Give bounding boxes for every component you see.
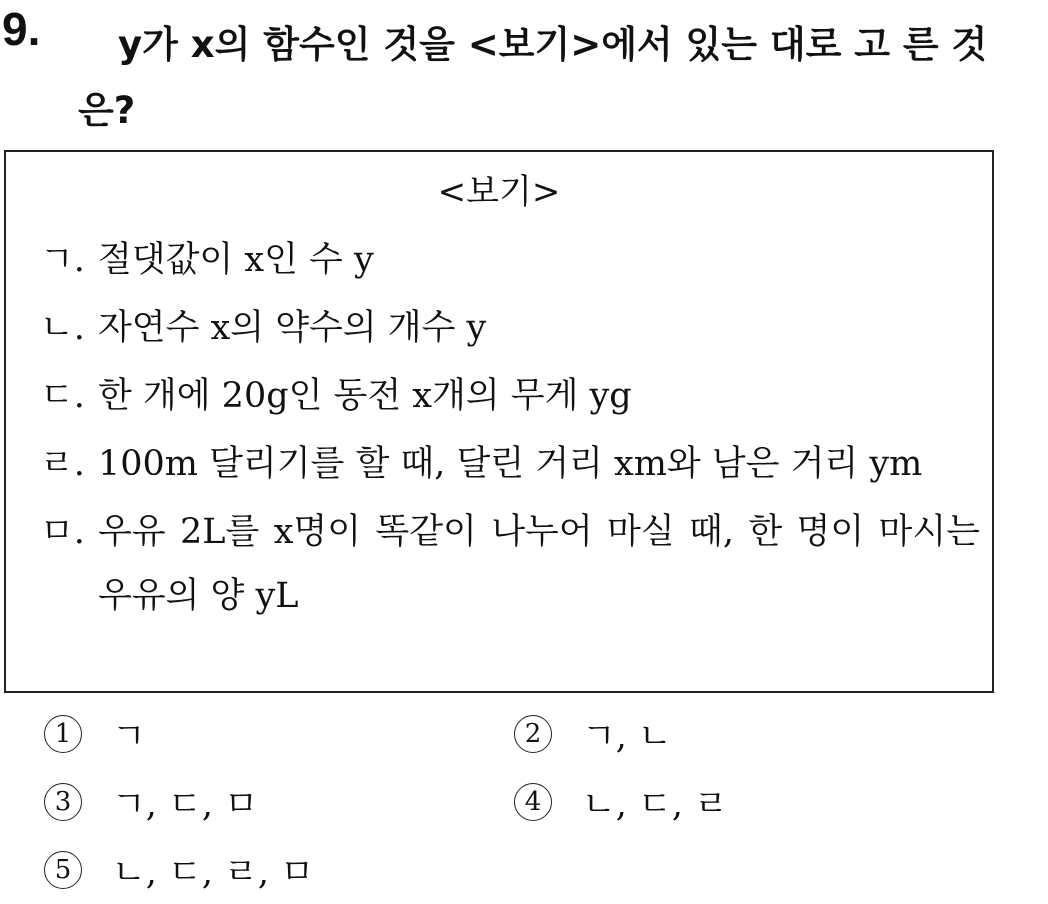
- choice-5[interactable]: [44, 845, 514, 895]
- choice-number-circle: 4: [514, 783, 552, 821]
- bogi-item-text: 절댓값이 x인 수 y: [98, 240, 374, 280]
- question-number: 9.: [2, 3, 41, 55]
- choice-text: ㄴ, ㄷ, ㄹ: [582, 785, 728, 825]
- bogi-box: [4, 150, 994, 693]
- bogi-item: [40, 500, 980, 628]
- bogi-item: [40, 364, 980, 428]
- bogi-items: [40, 228, 980, 632]
- bogi-item-marker: ㅁ.: [40, 512, 85, 552]
- choice-2[interactable]: [514, 709, 984, 759]
- bogi-title: <보기>: [437, 172, 561, 212]
- bogi-item-text: 자연수 x의 약수의 개수 y: [98, 308, 487, 348]
- bogi-item: [40, 432, 980, 496]
- choice-3[interactable]: [44, 777, 514, 827]
- bogi-item-marker: ㄷ.: [40, 376, 85, 416]
- choice-number-circle: 1: [44, 715, 82, 753]
- choice-text: ㄱ, ㄷ, ㅁ: [112, 785, 258, 825]
- choice-number-circle: 3: [44, 783, 82, 821]
- choice-text: ㄱ, ㄴ: [582, 717, 672, 757]
- answer-choices: [44, 700, 1004, 904]
- bogi-item-marker: ㄴ.: [40, 308, 85, 348]
- choice-text: ㄱ: [112, 717, 146, 757]
- bogi-item-marker: ㄹ.: [40, 444, 85, 484]
- bogi-item-text: 한 개에 20g인 동전 x개의 무게 yg: [98, 376, 632, 416]
- choice-number-circle: 5: [44, 851, 82, 889]
- choice-text: ㄴ, ㄷ, ㄹ, ㅁ: [112, 853, 314, 893]
- bogi-item-text: 100m 달리기를 할 때, 달린 거리 xm와 남은 거리 ym: [98, 444, 923, 484]
- question-stem: y가 x의 함수인 것을 <보기>에서 있는 대로 고 른 것은?: [78, 23, 988, 132]
- bogi-item-text: 우유 2L를 x명이 똑같이 나누어 마실 때, 한 명이 마시는 우유의 양 yL: [98, 512, 980, 616]
- choice-4[interactable]: [514, 777, 984, 827]
- bogi-item-marker: ㄱ.: [40, 240, 85, 280]
- bogi-item: [40, 228, 980, 292]
- choice-number-circle: 2: [514, 715, 552, 753]
- choice-1[interactable]: [44, 709, 514, 759]
- bogi-item: [40, 296, 980, 360]
